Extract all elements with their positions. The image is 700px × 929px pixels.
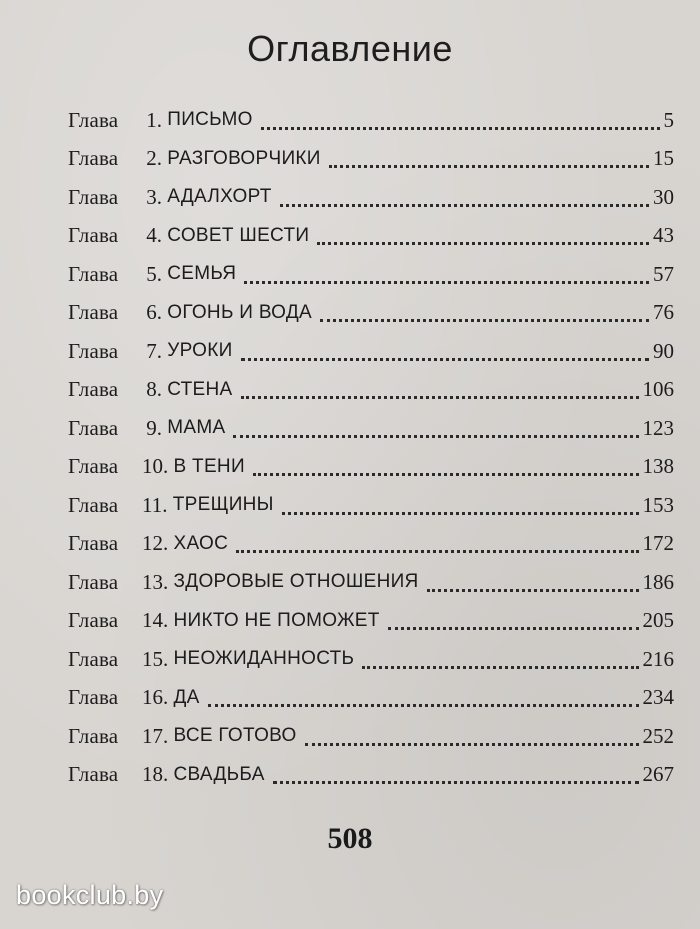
chapter-title: В ТЕНИ <box>173 455 245 477</box>
chapter-title: УРОКИ <box>167 340 233 362</box>
chapter-label: Глава <box>68 415 119 440</box>
chapter-label: Глава <box>68 608 119 633</box>
chapter-label: Глава <box>68 454 119 479</box>
dot-leader <box>273 781 639 784</box>
toc-entry[interactable] <box>68 255 674 294</box>
page-number: 267 <box>642 762 674 787</box>
dot-leader <box>320 319 649 322</box>
page-number: 5 <box>663 107 674 132</box>
toc-entry[interactable] <box>68 640 674 679</box>
chapter-number: 5. <box>146 261 162 286</box>
chapter-number: 16. <box>142 685 169 710</box>
chapter-number: 15. <box>142 646 169 671</box>
toc-entry[interactable] <box>68 101 674 140</box>
page-title: Оглавление <box>247 28 453 69</box>
chapter-label: Глава <box>68 531 119 556</box>
chapter-title: МАМА <box>167 417 226 439</box>
dot-leader <box>282 512 639 515</box>
chapter-number: 7. <box>146 338 162 363</box>
chapter-label: Глава <box>68 762 119 787</box>
page-number: 15 <box>653 146 674 171</box>
chapter-title: ПИСЬМО <box>167 109 253 131</box>
chapter-number: 17. <box>142 723 169 748</box>
table-of-contents <box>68 101 674 794</box>
chapter-label: Глава <box>68 184 119 209</box>
chapter-title: СВАДЬБА <box>173 763 265 785</box>
chapter-number: 11. <box>142 492 168 517</box>
chapter-number: 10. <box>142 454 169 479</box>
page-number: 30 <box>653 184 674 209</box>
page-number: 57 <box>653 261 674 286</box>
page-number: 138 <box>642 454 674 479</box>
dot-leader <box>362 666 638 669</box>
chapter-number: 1. <box>146 107 162 132</box>
chapter-label: Глава <box>68 492 119 517</box>
chapter-title: ЗДОРОВЫЕ ОТНОШЕНИЯ <box>173 571 419 593</box>
chapter-title: СТЕНА <box>167 378 233 400</box>
page-number: 252 <box>642 723 674 748</box>
chapter-title: ХАОС <box>173 532 229 554</box>
page-number: 205 <box>642 608 674 633</box>
dot-leader <box>244 281 649 284</box>
toc-entry[interactable] <box>68 602 674 641</box>
dot-leader <box>236 550 638 553</box>
toc-entry[interactable] <box>68 679 674 718</box>
page-folio: 508 <box>327 822 373 855</box>
watermark-text: bookclub.by <box>16 880 164 910</box>
chapter-number: 3. <box>146 184 162 209</box>
chapter-title: НЕОЖИДАННОСТЬ <box>173 648 355 670</box>
chapter-title: СОВЕТ ШЕСТИ <box>167 224 310 246</box>
page-number: 186 <box>642 569 674 594</box>
chapter-label: Глава <box>68 377 119 402</box>
chapter-title: ТРЕЩИНЫ <box>172 494 274 516</box>
chapter-title: АДАЛХОРТ <box>167 186 272 208</box>
toc-entry[interactable] <box>68 756 674 795</box>
chapter-label: Глава <box>68 223 119 248</box>
chapter-number: 8. <box>146 377 162 402</box>
dot-leader <box>241 396 639 399</box>
toc-entry[interactable] <box>68 409 674 448</box>
toc-entry[interactable] <box>68 332 674 371</box>
dot-leader <box>329 165 649 168</box>
page-number: 106 <box>642 377 674 402</box>
chapter-label: Глава <box>68 261 119 286</box>
chapter-number: 6. <box>146 300 162 325</box>
chapter-label: Глава <box>68 569 119 594</box>
dot-leader <box>427 589 639 592</box>
page-number: 123 <box>642 415 674 440</box>
chapter-number: 4. <box>146 223 162 248</box>
dot-leader <box>305 743 639 746</box>
chapter-label: Глава <box>68 338 119 363</box>
toc-entry[interactable] <box>68 217 674 256</box>
toc-entry[interactable] <box>68 371 674 410</box>
chapter-title: РАЗГОВОРЧИКИ <box>167 147 321 169</box>
page-number: 234 <box>642 685 674 710</box>
chapter-number: 14. <box>142 608 169 633</box>
chapter-title: НИКТО НЕ ПОМОЖЕТ <box>173 609 380 631</box>
toc-entry[interactable] <box>68 563 674 602</box>
dot-leader <box>388 627 639 630</box>
chapter-number: 12. <box>142 531 169 556</box>
chapter-number: 13. <box>142 569 169 594</box>
chapter-label: Глава <box>68 685 119 710</box>
chapter-label: Глава <box>68 723 119 748</box>
chapter-label: Глава <box>68 646 119 671</box>
dot-leader <box>280 204 649 207</box>
toc-entry[interactable] <box>68 178 674 217</box>
page-number: 153 <box>642 492 674 517</box>
page-number: 90 <box>653 338 674 363</box>
chapter-title: ДА <box>173 686 200 708</box>
page-number: 43 <box>653 223 674 248</box>
toc-entry[interactable] <box>68 448 674 487</box>
page-number: 172 <box>642 531 674 556</box>
toc-entry[interactable] <box>68 486 674 525</box>
chapter-number: 9. <box>146 415 162 440</box>
page-number: 216 <box>642 646 674 671</box>
dot-leader <box>253 473 639 476</box>
toc-entry[interactable] <box>68 717 674 756</box>
chapter-number: 18. <box>142 762 169 787</box>
dot-leader <box>233 435 638 438</box>
dot-leader <box>241 358 649 361</box>
chapter-label: Глава <box>68 107 119 132</box>
dot-leader <box>317 242 649 245</box>
chapter-title: ВСЕ ГОТОВО <box>173 725 297 747</box>
chapter-title: ОГОНЬ И ВОДА <box>167 301 312 323</box>
page-number: 76 <box>653 300 674 325</box>
toc-entry[interactable] <box>68 525 674 564</box>
chapter-label: Глава <box>68 146 119 171</box>
dot-leader <box>261 127 660 130</box>
chapter-title: СЕМЬЯ <box>167 263 237 285</box>
toc-entry[interactable] <box>68 140 674 179</box>
toc-entry[interactable] <box>68 294 674 333</box>
chapter-label: Глава <box>68 300 119 325</box>
chapter-number: 2. <box>146 146 162 171</box>
dot-leader <box>208 704 639 707</box>
